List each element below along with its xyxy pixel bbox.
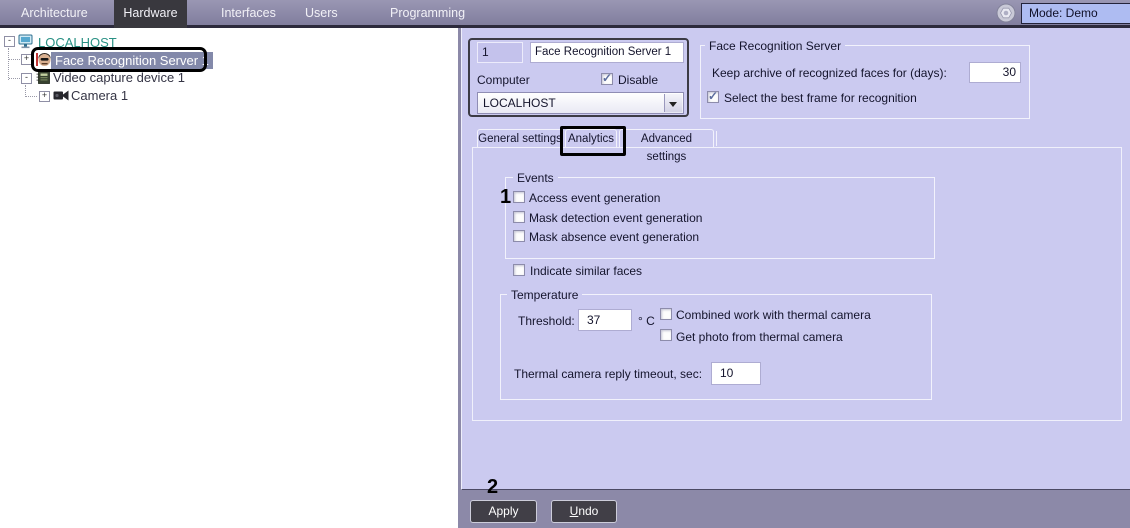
thermal-timeout-field[interactable]: 10: [711, 362, 761, 385]
menu-architecture[interactable]: Architecture: [21, 6, 88, 20]
expander-localhost[interactable]: -: [4, 36, 15, 47]
tab-analytics[interactable]: Analytics: [565, 129, 617, 147]
tree-item-camera[interactable]: Camera 1: [71, 88, 129, 103]
gear-icon[interactable]: [996, 3, 1016, 23]
mask-detection-checkbox[interactable]: [513, 211, 525, 223]
undo-button-label-initial: U: [569, 504, 579, 518]
tree-item-video-device[interactable]: Video capture device 1: [53, 70, 186, 85]
tree-connector: [9, 59, 20, 60]
best-frame-checkbox[interactable]: [707, 91, 719, 103]
hardware-tree: [0, 28, 458, 528]
tree-connector: [9, 78, 20, 79]
disable-checkbox[interactable]: [601, 73, 613, 85]
menu-users[interactable]: Users: [305, 6, 338, 20]
menu-interfaces[interactable]: Interfaces: [221, 6, 276, 20]
mode-indicator: Mode: Demo: [1021, 3, 1130, 24]
annotation-step-2: 2: [487, 476, 499, 498]
tree-item-face-server[interactable]: Face Recognition Server 1: [51, 52, 213, 69]
tree-item-localhost[interactable]: LOCALHOST: [38, 35, 117, 50]
threshold-label: Threshold:: [518, 314, 575, 328]
combined-thermal-checkbox[interactable]: [660, 308, 672, 320]
tab-general-settings[interactable]: General settings: [477, 129, 563, 147]
photo-thermal-checkbox[interactable]: [660, 329, 672, 341]
expander-video-device[interactable]: -: [21, 73, 32, 84]
computer-dropdown[interactable]: [477, 92, 684, 114]
mask-absence-checkbox[interactable]: [513, 230, 525, 242]
threshold-unit-label: ° C: [638, 314, 655, 328]
undo-button[interactable]: [551, 500, 617, 523]
access-event-label: Access event generation: [529, 191, 661, 205]
menu-hardware[interactable]: Hardware: [114, 0, 187, 28]
object-name-field[interactable]: Face Recognition Server 1: [530, 42, 684, 63]
disable-label: Disable: [618, 73, 659, 87]
chevron-down-icon: [669, 102, 677, 107]
annotation-box-tree-item: [31, 47, 207, 72]
combined-thermal-label: Combined work with thermal camera: [676, 308, 871, 322]
server-settings-group-title: Face Recognition Server: [705, 39, 845, 53]
archive-days-field[interactable]: 30: [969, 62, 1021, 83]
access-event-checkbox[interactable]: [513, 191, 525, 203]
expander-face-server[interactable]: +: [21, 54, 32, 65]
dropdown-button[interactable]: [664, 94, 682, 112]
archive-days-label: Keep archive of recognized faces for (days):: [712, 66, 947, 80]
best-frame-label: Select the best frame for recognition: [724, 91, 917, 105]
chip-icon: [36, 70, 52, 85]
undo-button-label-rest: ndo: [578, 504, 599, 518]
mask-detection-label: Mask detection event generation: [529, 211, 703, 225]
mask-absence-label: Mask absence event generation: [529, 230, 700, 244]
temperature-group-title: Temperature: [507, 288, 582, 302]
computer-label: Computer: [477, 73, 530, 87]
tab-strip-edge: [716, 131, 717, 146]
similar-faces-checkbox[interactable]: [513, 264, 525, 276]
annotation-box-analytics-tab: [560, 126, 626, 156]
camera-icon: [53, 89, 69, 104]
tab-advanced-settings[interactable]: Advanced settings: [619, 129, 714, 147]
object-id-field[interactable]: 1: [477, 42, 523, 63]
annotation-step-1: 1: [500, 186, 512, 208]
threshold-field[interactable]: 37: [578, 309, 632, 331]
computer-dropdown-value: LOCALHOST: [483, 96, 556, 110]
apply-button[interactable]: Apply: [470, 500, 537, 523]
tree-connector: [26, 96, 37, 97]
photo-thermal-label: Get photo from thermal camera: [676, 330, 843, 344]
thermal-timeout-label: Thermal camera reply timeout, sec:: [514, 367, 703, 381]
expander-camera[interactable]: +: [39, 91, 50, 102]
tree-connector: [8, 48, 9, 80]
menu-programming[interactable]: Programming: [390, 6, 466, 20]
monitor-icon: [18, 34, 34, 49]
events-group-title: Events: [513, 171, 558, 185]
similar-faces-label: Indicate similar faces: [530, 264, 643, 278]
top-menu-bar: [0, 0, 1130, 28]
